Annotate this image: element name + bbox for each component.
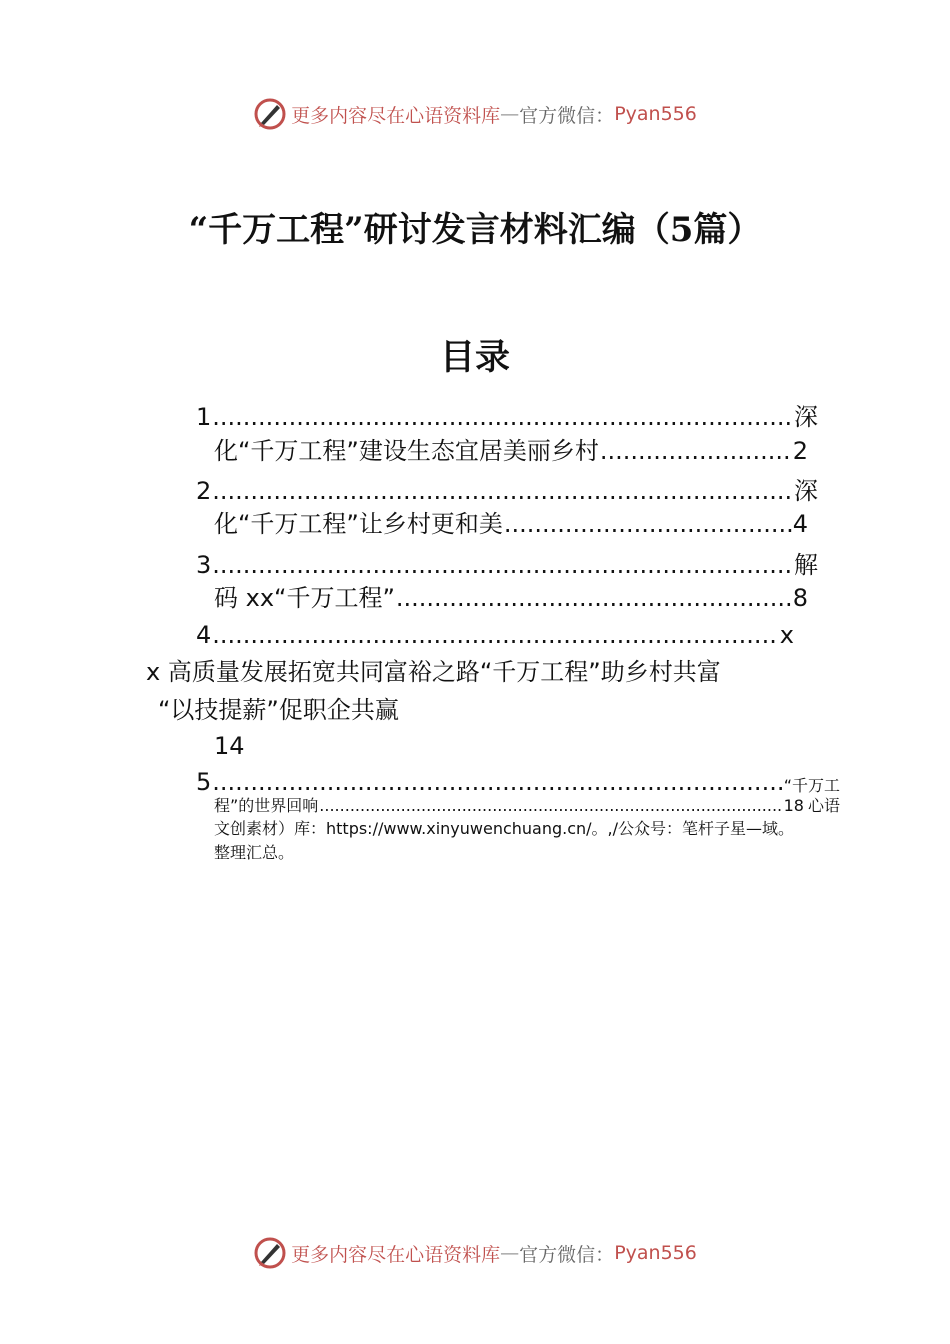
toc-entry-4-line3: “以技提薪”促职企共赢 [158, 696, 399, 724]
toc-entry-first-char: 深 [794, 477, 818, 505]
toc-entry-5-line1[interactable] [196, 765, 840, 797]
toc-entry-2-line2[interactable] [214, 507, 808, 539]
banner-dash: — [500, 103, 520, 125]
toc-leader-dots [319, 795, 782, 817]
toc-entry-title: 化“千万工程”让乡村更和美 [214, 510, 503, 538]
toc-leader-dots [212, 767, 782, 797]
toc-leader-dots [212, 550, 793, 580]
pen-logo-icon [253, 97, 287, 131]
toc-entry-4-page: 14 [214, 732, 245, 760]
toc-entry-4-line1[interactable] [196, 618, 794, 650]
toc-entry-title: 码 xx“千万工程” [214, 584, 395, 612]
toc-leader-dots [212, 402, 793, 432]
banner-wechat-id: Pyan556 [614, 1242, 697, 1264]
banner-wechat-label: 官方微信： [519, 1243, 615, 1266]
toc-entry-tail: 心语 [807, 796, 840, 815]
toc-entry-number: 2 [196, 477, 212, 505]
banner-wechat-id: Pyan556 [614, 103, 697, 125]
toc-leader-dots [600, 436, 792, 466]
toc-entry-5-line2[interactable] [214, 795, 840, 817]
toc-entry-first-char: x [779, 621, 794, 649]
toc-entry-3-line1[interactable] [196, 548, 818, 580]
toc-leader-dots [212, 476, 793, 506]
toc-entry-number: 5 [196, 768, 212, 796]
toc-entry-5-line3: 文创素材）库：https://www.xinyuwenchuang.cn/。,/公众号：笔杆子星—域。 [214, 819, 795, 838]
pen-logo-icon [253, 1236, 287, 1270]
toc-entry-number: 3 [196, 551, 212, 579]
toc-entry-title: 化“千万工程”建设生态宜居美丽乡村 [214, 437, 599, 465]
toc-leader-dots [504, 509, 792, 539]
toc-entry-2-line1[interactable] [196, 474, 818, 506]
toc-entry-5-line4: 整理汇总。 [214, 843, 295, 862]
toc-entry-first-char: 解 [794, 551, 818, 579]
toc-entry-page: 4 [792, 510, 808, 538]
toc-entry-title: 程”的世界回响 [214, 796, 319, 815]
footer-banner [0, 1233, 950, 1273]
toc-leader-dots [396, 583, 792, 613]
banner-text: 更多内容尽在心语资料库 [291, 104, 501, 127]
toc-entry-3-line2[interactable] [214, 581, 808, 613]
toc-entry-number: 4 [196, 621, 212, 649]
toc-entry-number: 1 [196, 403, 212, 431]
toc-entry-page: 2 [792, 437, 808, 465]
toc-entry-page: 8 [792, 584, 808, 612]
toc-heading: 目录 [439, 337, 510, 378]
toc-entry-page: 18 [783, 796, 804, 815]
document-title: “千万工程”研讨发言材料汇编（5篇） [188, 210, 762, 250]
banner-text: 更多内容尽在心语资料库 [291, 1243, 501, 1266]
toc-entry-first-char: “千万工 [783, 776, 840, 795]
toc-entry-1-line1[interactable] [196, 400, 818, 432]
toc-entry-1-line2[interactable] [214, 434, 808, 466]
toc-entry-4-line2: x 高质量发展拓宽共同富裕之路“千万工程”助乡村共富 [146, 658, 721, 686]
toc-leader-dots [212, 620, 779, 650]
header-banner [0, 94, 950, 134]
banner-wechat-label: 官方微信： [519, 104, 615, 127]
toc-entry-first-char: 深 [794, 403, 818, 431]
banner-dash: — [500, 1242, 520, 1264]
